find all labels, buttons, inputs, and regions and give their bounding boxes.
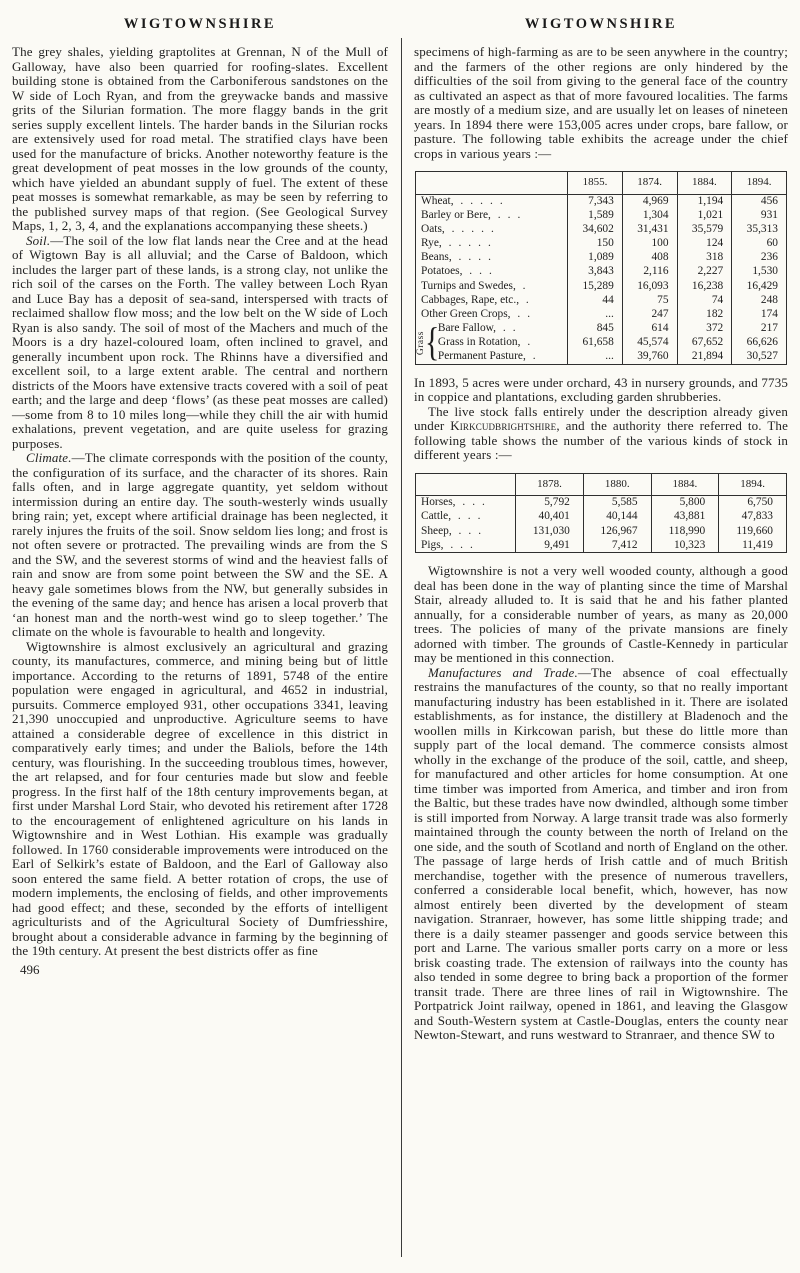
value-cell: 182 (677, 308, 732, 322)
value-cell: 35,579 (677, 222, 732, 236)
text-run: Wigtownshire is almost exclusively an agricultural and grazing county, its manufactures, commerce, and mining being but of little importance. According to the returns of 1891, 5748 of the entire population were engaged in agricultural, and 4652 in industrial, pursuits. Commerce employed 931, other occupations 3341, leaving 21,390 unoccupied and unproductive. Agriculture seems to have attained a considerable degree of excellence in this district in comparatively early times; and under the Baliols, before the 14th century, was flourishing. In the succeeding troublous times, however, the art relapsed, and for four centuries made but slow and feeble progress. In the first half of the 18th century improvements began, at first under Marshal Lord Stair, who devoted his retirement after 1728 to the encouragement of enlightened agriculture on his lands in Wigtownshire and in West Lothian. His example was gradually followed. In 1760 considerable improvements were introduced on the Earl of Selkirk’s estate of Baldoon, and the Earl of Galloway also soon entered the same field. A better rotation of crops, the use of modern implements, the enclosing of fields, and other improvements had good effect; and these, seconded by the efforts of intelligent agriculturists and of the Agricultural Society of Dumfriesshire, brought about a considerable advance in farming by the beginning of the 19th century. At present the best districts offer as fine (12, 638, 388, 958)
table-corner-cell (416, 473, 516, 496)
table-corner-cell (416, 172, 568, 195)
row-group-inner (416, 319, 440, 365)
smallcaps-run: Kirkcudbrightshire (450, 418, 557, 434)
paragraph (12, 640, 388, 959)
table-row (416, 279, 787, 293)
value-cell: 150 (568, 237, 623, 251)
value-cell: 5,585 (583, 496, 651, 510)
value-cell: 248 (732, 293, 787, 307)
value-cell: 118,990 (651, 524, 719, 538)
italic-run: Manufactures and Trade. (428, 664, 578, 680)
value-cell: 5,800 (651, 496, 719, 510)
table-row (416, 496, 787, 510)
table-row (416, 222, 787, 236)
table-row (416, 336, 787, 350)
table-row (416, 194, 787, 208)
year-column-header: 1880. (583, 473, 651, 496)
paragraph (12, 234, 388, 452)
row-label: Sheep, ... (421, 524, 489, 537)
year-column-header: 1878. (516, 473, 584, 496)
dot-leaders: .... (458, 251, 498, 264)
year-column-header: 1894. (719, 473, 787, 496)
row-label: Turnips and Swedes, . (421, 279, 533, 292)
table-row (416, 510, 787, 524)
row-label: Cattle, ... (421, 510, 488, 523)
dot-leaders: ... (450, 538, 480, 551)
stock-table-wrap (415, 473, 787, 553)
value-cell: 16,238 (677, 279, 732, 293)
value-cell: 3,843 (568, 265, 623, 279)
value-cell: 67,652 (677, 336, 732, 350)
dot-leaders: ..... (448, 236, 498, 249)
value-cell: 10,323 (651, 539, 719, 553)
value-cell: 408 (622, 251, 677, 265)
value-cell: 1,304 (622, 208, 677, 222)
text-run: specimens of high-farming as are to be seen anywhere in the country; and the farmers of the other regions are only hindered by the difficulties of the soil from giving to the general face of the country as cultivated an aspect as that of more favoured localities. The farms are mostly of a medium size, and are usually let on leases of nineteen years. In 1894 there were 153,005 acres under crops, bare fallow, or pasture. The following table exhibits the acreage under the chief crops in various years :— (414, 44, 788, 161)
value-cell: 43,881 (651, 510, 719, 524)
value-cell: 2,227 (677, 265, 732, 279)
table-row (416, 350, 787, 364)
dot-leaders: .. (517, 307, 538, 320)
value-cell: ... (568, 308, 623, 322)
column-divider (401, 38, 402, 1257)
row-label: Oats, ..... (421, 222, 501, 235)
text-run: , and the authority there referred to. The following table shows the number of the various kinds of stock in different years :— (414, 418, 788, 463)
row-label: Horses, ... (421, 496, 492, 509)
value-cell: 100 (622, 237, 677, 251)
row-label: Permanent Pasture, . (437, 350, 543, 363)
paragraph (414, 666, 788, 1043)
value-cell: 217 (732, 322, 787, 336)
row-label: Bare Fallow, .. (437, 322, 523, 335)
italic-run: Climate. (26, 450, 72, 465)
text-run: The live stock falls entirely under the description already given under (414, 403, 788, 434)
value-cell: 60 (732, 237, 787, 251)
dot-leaders: ... (497, 208, 528, 221)
page-number: 496 (20, 961, 40, 977)
value-cell: 16,093 (622, 279, 677, 293)
value-cell: 1,089 (568, 251, 623, 265)
value-cell: 47,833 (719, 510, 787, 524)
value-cell: 15,289 (568, 279, 623, 293)
row-label: Beans, .... (421, 251, 498, 264)
text-run: In 1893, 5 acres were under orchard, 43 in nursery grounds, and 7735 in coppice and plantations, excluding garden shrubberies. (414, 374, 788, 405)
left-running-head: WIGTOWNSHIRE (123, 16, 277, 32)
value-cell: 1,021 (677, 208, 732, 222)
dot-leaders: . (522, 279, 533, 292)
row-label: Other Green Crops, .. (421, 307, 538, 320)
value-cell: 34,602 (568, 222, 623, 236)
value-cell: 9,491 (516, 539, 584, 553)
value-cell: 126,967 (583, 524, 651, 538)
paragraph (12, 451, 388, 640)
dot-leaders: ... (458, 524, 489, 537)
table-row (416, 524, 787, 538)
text-run: The grey shales, yielding graptolites at Grennan, N of the Mull of Galloway, have also been quarried for roofing-slates. Excellent building stone is obtained from the Carboniferous sandstones on the W side of Loch Ryan, and from the greywacke bands and massive grits of the Silurian formation. The more flaggy bands in the grit series supply excellent lintels. The harder bands in the Silurian rocks are extensively used for road metal. The stratified clays have been used for the manufacture of bricks. Another noteworthy feature is the great development of peat mosses in the low grounds of the county, which have yielded an abundant supply of fuel. The extent of these peat mosses is somewhat remarkable, as may be seen by referring to the published survey maps of that region. (See Geological Survey Maps, 1, 2, 3, 4, and the explanations accompanying these sheets.) (12, 44, 388, 233)
row-group-label: Grass (416, 330, 426, 355)
left-column (12, 12, 400, 1043)
text-run: —The absence of coal effectually restrains the manufactures of the county, so that no really important manufacturing industry has been established in it. There are isolated establishments, as for instance, the distillery at Bladenoch and the woollen mills in Kirkcowan parish, but these do little more than supply part of the local demand. The commerce consists almost wholly in the exchange of the produce of the soil, cattle, and sheep, for manufactured and other articles for home consumption. At one time timber was imported from America, and timber and iron from the Baltic, but these trades have now dwindled, although some timber is still imported from Norway. A large transit trade was also formerly maintained through the county between the north of Ireland on the one side, and the south of Scotland and north of England on the other. The passage of large herds of Irish cattle and of much British merchandise, together with the presence of numerous travellers, conferred a considerable local benefit, which, however, has now almost entirely been diverted by the development of steam navigation. Stranraer, however, has some little shipping trade; and there is a daily steamer passenger and goods service between this port and Larne. The various smaller ports carry on a more or less brisk coasting trade. The extension of railways into the county has also tended in some degree to bring back a proportion of the former transit trade. There are three lines of rail in Wigtownshire. The Portpatrick Joint railway, opened in 1861, and leaving the Glasgow and South-Western system at Castle-Douglas, enters the county near Newton-Stewart, and runs westward to Stranraer, and thence SW to (414, 664, 788, 1043)
row-label: Grass in Rotation, . (437, 336, 538, 349)
table-header-row (416, 172, 787, 195)
two-column-layout (12, 12, 788, 1043)
value-cell: 1,589 (568, 208, 623, 222)
value-cell: 247 (622, 308, 677, 322)
value-cell: 21,894 (677, 350, 732, 364)
value-cell: 931 (732, 208, 787, 222)
row-label: Rye, ..... (421, 236, 498, 249)
paragraph (414, 45, 788, 161)
table-row (416, 208, 787, 222)
value-cell: 61,658 (568, 336, 623, 350)
row-label: Barley or Bere, ... (421, 208, 528, 221)
value-cell: 7,343 (568, 194, 623, 208)
value-cell: 16,429 (732, 279, 787, 293)
paragraph (414, 405, 788, 463)
value-cell: 2,116 (622, 265, 677, 279)
value-cell: 40,144 (583, 510, 651, 524)
value-cell: 1,530 (732, 265, 787, 279)
table-header-row (416, 473, 787, 496)
value-cell: 5,792 (516, 496, 584, 510)
value-cell: 45,574 (622, 336, 677, 350)
value-cell: 44 (568, 293, 623, 307)
right-running-head: WIGTOWNSHIRE (524, 16, 678, 32)
value-cell: 174 (732, 308, 787, 322)
row-group-cell (416, 319, 440, 365)
value-cell: 74 (677, 293, 732, 307)
value-cell: 456 (732, 194, 787, 208)
group-brace: { (425, 319, 440, 365)
table-row (416, 265, 787, 279)
value-cell: 31,431 (622, 222, 677, 236)
dot-leaders: . (525, 293, 536, 306)
dot-leaders: . (527, 336, 538, 349)
value-cell: 318 (677, 251, 732, 265)
value-cell: 75 (622, 293, 677, 307)
value-cell: 7,412 (583, 539, 651, 553)
row-label: Potatoes, ... (421, 265, 499, 278)
dot-leaders: .. (502, 322, 523, 335)
value-cell: 40,401 (516, 510, 584, 524)
value-cell: 1,194 (677, 194, 732, 208)
dot-leaders: ... (457, 510, 488, 523)
value-cell: 372 (677, 322, 732, 336)
value-cell: 4,969 (622, 194, 677, 208)
dot-leaders: ... (469, 265, 499, 278)
value-cell: ... (568, 350, 623, 364)
value-cell: 845 (568, 322, 623, 336)
paragraph (414, 376, 788, 405)
row-label: Pigs, ... (421, 538, 480, 551)
table-row (416, 308, 787, 322)
left-column-text (12, 45, 388, 959)
dot-leaders: ... (462, 496, 492, 509)
row-label: Wheat, ..... (421, 194, 510, 207)
dot-leaders: . (532, 350, 543, 363)
value-cell: 614 (622, 322, 677, 336)
text-run: —The climate corresponds with the position of the county, the configuration of its surface, and the character of its shores. Rain falls often, and in large aggregate quantity, yet seldom without intermission during an entire day. The south-westerly winds usually bring rain; yet, except where artificial drainage has been neglected, it rarely injures the fruits of the soil. Snow seldom lies long; and frost is not often severe or protracted. The prevailing winds are from the S and the SW, and the severest storms of wind and the heaviest falls of rain and snow are from some point between the SW and the SE. A heavy gale sometimes blows from the NW, but generally subsides in the evening of the same day; and hence has arisen a local proverb that ‘an honest man and the north-west wind go to sleep together.’ The climate on the whole is favourable to health and longevity. (12, 450, 388, 639)
italic-run: Soil. (26, 232, 51, 248)
paragraph (414, 564, 788, 666)
year-column-header: 1884. (651, 473, 719, 496)
text-run: Wigtownshire is not a very well wooded county, although a good deal has been done in the way of planting since the time of Marshal Stair, already alluded to. It is said that he and his father planted annually, for a considerable number of years, as many as 20,000 trees. The policies of many of the private mansions are finely adorned with timber. The grounds of Castle-Kennedy in particular may be mentioned in this connection. (414, 563, 788, 666)
right-column-text (414, 45, 788, 1043)
stock-table (415, 473, 787, 553)
value-cell: 119,660 (719, 524, 787, 538)
row-label: Cabbages, Rape, etc., . (421, 293, 536, 306)
value-cell: 131,030 (516, 524, 584, 538)
value-cell: 124 (677, 237, 732, 251)
year-column-header: 1855. (568, 172, 623, 195)
value-cell: 6,750 (719, 496, 787, 510)
table-row (416, 293, 787, 307)
dot-leaders: ..... (460, 194, 510, 207)
value-cell: 66,626 (732, 336, 787, 350)
table-row (416, 237, 787, 251)
table-row (416, 322, 787, 336)
value-cell: 35,313 (732, 222, 787, 236)
year-column-header: 1884. (677, 172, 732, 195)
table-row (416, 251, 787, 265)
value-cell: 11,419 (719, 539, 787, 553)
paragraph (12, 45, 388, 234)
crops-table-wrap (415, 171, 787, 365)
year-column-header: 1874. (622, 172, 677, 195)
right-column (400, 12, 788, 1043)
text-run: —The soil of the low flat lands near the Cree and at the head of Wigtown Bay is all alluvial; and the Carse of Baldoon, which includes the larger part of these lands, is a strong clay, not unlike the rich soil of the carses on the Forth. The valley between Loch Ryan and Luce Bay has a deposit of sea-sand, interspersed with tracts of reclaimed shallow flow moss; and the low belt on the W side of Loch Ryan is also sandy. The soil of most of the Machers and much of the Moors is a dry hazel-coloured loam, often inclined to gravel, and generally incumbent upon rock. The Rhinns have a diversified and excellent soil, to a large extent arable. The central and northern districts of the Moors have extensive tracts covered with a soil of peat earth; and the large and deep ‘flows’ (as these peat mosses are called)—some from 8 to 10 miles long—while they chill the air with humid exhalations, prevent vegetation, and are quite useless for grazing purposes. (12, 232, 388, 451)
crops-table (415, 171, 787, 365)
value-cell: 30,527 (732, 350, 787, 364)
value-cell: 236 (732, 251, 787, 265)
dot-leaders: ..... (451, 222, 501, 235)
table-row (416, 539, 787, 553)
year-column-header: 1894. (732, 172, 787, 195)
value-cell: 39,760 (622, 350, 677, 364)
